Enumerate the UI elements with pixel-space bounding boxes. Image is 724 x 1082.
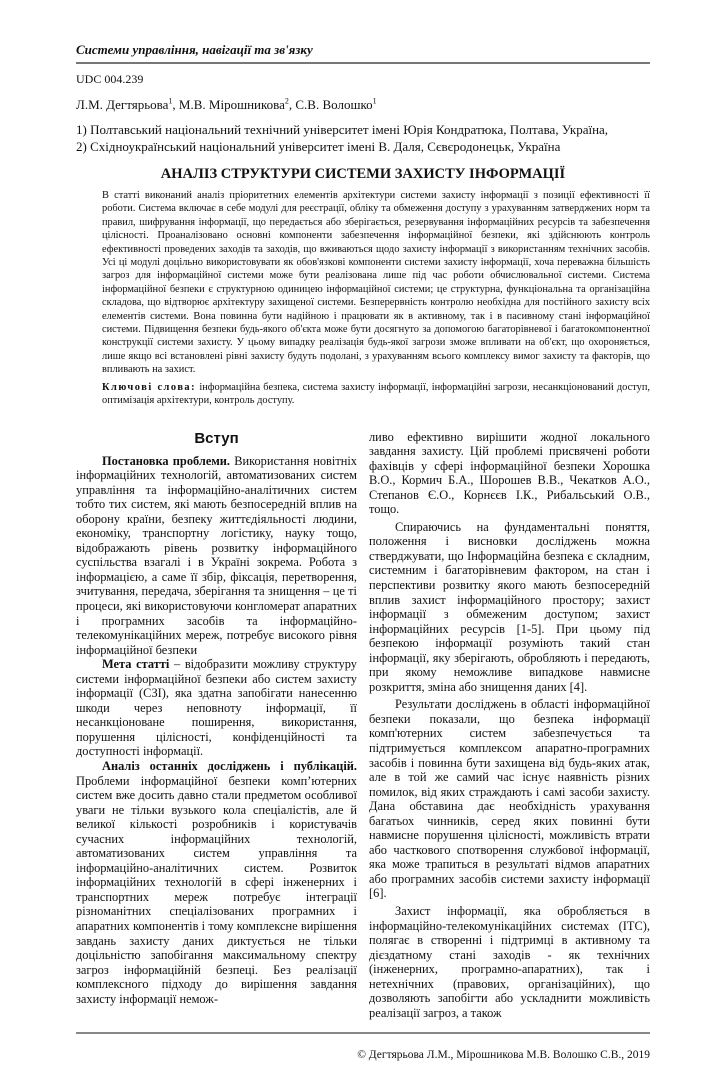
paragraph-goal	[76, 657, 357, 759]
goal-label: Мета статті	[102, 657, 170, 672]
affiliations	[76, 121, 650, 155]
abstract-text: В статті виконаний аналіз пріоритетних елементів архітектури системи захисту інформації з позиції ефективності її роботи. Система включає в себе модулі для реєстрації, обліку та обмеження доступу з урахуванням затверджених норм та правил, шифрування інформації, що передається або зберігається, резервування інформаційних ресурсів та забезпечення цілісності. Проаналізовано основні компоненти забезпечення інформаційної безпеки, які здійснюють контроль ефективності проведених заходів та заходів, що вживаються щодо захисту інформації з використанням технічних засобів. Усі ці модулі доцільно використовувати як обов'язкові компоненти системи захисту інформації, хоча переважна більшість загроз для інформаційної системи може бути реалізована лише під час роботи обчислювальної системи. Система інформаційної безпеки є структурною одиницею інформаційної системи; це структурна, функціональна та організаційна складова, що відтворює архітектуру захищеної системи. Безперервність контролю необхідна для постійного захисту всіх елементів системи. Вона повинна бути надійною і працювати як в активному, так і в пасивному стані інформаційної системи. Підвищення безпеки будь-якого об'єкта може бути досягнуто за допомогою багаторівневої і багатокомпонентної конструкції системи захисту. У цьому випадку реалізація будь-якої загрози зможе впливати на об'єкт, що охороняється, лише якщо всі встановлені рівні захисту будуть подолані, з урахуванням всього комплексу вимог захисту та факторів, що впливають на захист.	[102, 190, 650, 376]
header-divider	[76, 62, 650, 64]
affiliation: 2) Східноукраїнський національний університет імені В. Даля, Сєвєродонецьк, Україна	[76, 139, 561, 154]
analysis-text: Проблеми інформаційної безпеки комп’ютерних систем вже досить давно стали предметом особливої уваги не тільки вузького кола спеціалістів, але й великої кількості розробників і користувачів сучасних інформаційних технологій, автоматизованих систем управління та інформаційно-аналітичних систем. Розвиток інформаційних технологій в сфері інженерних і транспортних мереж потребує інтеграції різноманітних спеціалізованих програмних і апаратних компонентів і тому комплексне вирішення завдань захисту даних диктується не тільки доцільністю запобігання максимальному спектру загроз інформаційній безпеці. Без реалізації комплексного підходу до вирішення завдання захисту інформації немож-	[76, 773, 357, 1006]
body-columns	[76, 430, 650, 1021]
copyright: © Дегтярьова Л.М., Мірошникова М.В. Волошко С.В., 2019	[357, 1049, 650, 1062]
problem-text: Використання новітніх інформаційних технологій, автоматизованих систем управління та інформаційно-аналітичних систем тобто тих систем, які мають безпосередній вплив на оборону країни, безпеку життєдіяльності людини, економіку, транспортну логістику, науку тощо, відображають рівень розвитку інформаційного суспільства взагалі і в Україні зокрема. Робота з інформацією, а саме її збір, фіксація, перетворення, зчитування, передача, зберігання та знищення – це ті процеси, які використовуючи конгломерат апаратних і програмних засобів та інформаційно-телекомунікаційних мереж, потребує високого рівня інформаційної безпеки	[76, 453, 357, 657]
affiliation: 1) Полтавський національний технічний університет імені Юрія Кондратюка, Полтава, Україна,	[76, 122, 609, 137]
author-name: С.В. Волошко	[295, 97, 373, 112]
keywords-label: Ключові слова:	[102, 381, 197, 393]
author-list: Л.М. Дегтярьова$^1$, М.В. Мірошникова$^2$, С.В. Волошко$^1$	[76, 96, 377, 112]
journal-header: Системи управління, навігації та зв'язку	[76, 42, 313, 57]
right-column	[369, 430, 650, 1021]
analysis-label: Аналіз останніх досліджень і публікацій.	[102, 758, 357, 773]
left-column	[76, 430, 357, 1007]
footer-divider	[76, 1032, 650, 1034]
problem-label: Постановка проблеми.	[102, 453, 231, 468]
keywords	[102, 381, 650, 408]
author-affiliation-mark: 1	[372, 96, 377, 106]
author-name: М.В. Мірошникова	[178, 97, 285, 112]
paragraph-fundamental: Спираючись на фундаментальні поняття, положення і висновки досліджень можна стверджувати, що Інформаційна безпека є складним, системним і багаторівневим фактором, на стан і перспективи розвитку якого мають безпосередній вплив захист інформаційного простору; захист інформації з обмеженим доступом; захист інформаційних ресурсів [1-5]. При цьому під безпекою інформації розуміють такий стан інформації, яку зберігають, обробляють і передають, при якому неможливе випадкове навмисне розкриття, зміна або знищення даних [4].	[369, 519, 650, 694]
article-title: АНАЛІЗ СТРУКТУРИ СИСТЕМИ ЗАХИСТУ ІНФОРМАЦІЇ	[160, 166, 566, 182]
udc-code: UDC 004.239	[76, 72, 144, 86]
paragraph-problem	[76, 454, 357, 658]
paragraph-results: Результати досліджень в області інформаційної безпеки показали, що безпека інформації комп'ютерних систем забезпечується та підтримується комплексом апаратно-програмних засобів і повинна бути захищена від будь-яких атак, але в той же самий час існує наявність різних помилок, від яких страждають і самі засоби захисту. Дана обставина дає необхідність урахування багатьох чинників, серед яких повинні бути навмисне порушення цілісності, можливість втрати або часткового спотворення службової інформації, яка може трапиться в результаті відмов апаратних або програмних засобів системи захисту інформації [6].	[369, 697, 650, 901]
author-name: Л.М. Дегтярьова	[76, 97, 169, 112]
paragraph-analysis	[76, 759, 357, 1006]
author-affiliation-mark: 2	[284, 96, 289, 106]
analysis-continuation-text: ливо ефективно вирішити жодної локального завдання захисту. Цій проблемі присвячені роботи фахівців у сфері інформаційної безпеки Хорошка В.О., Кормич Б.А., Шорошев В.В., Чекатков А.О., Степанов Є.О., Корнєєв І.К., Рибальський О.В., тощо.	[369, 429, 650, 517]
abstract	[102, 189, 650, 408]
keywords-text: інформаційна безпека, система захисту інформації, інформаційні загрози, несанкціонований доступ, оптимізація архітектури, контроль доступу.	[102, 381, 650, 407]
goal-text: – відобразити можливу структуру системи інформаційної безпеки або систем захисту інформації (СЗІ), яка здатна запобігати нанесенню шкоди через неповноту інформації, її несанкціоноване поширення, використання, порушення цілісності, конфіденційності та доступності інформації.	[76, 657, 358, 759]
author-affiliation-mark: 1	[168, 96, 173, 106]
paragraph-protection: Захист інформації, яка обробляється в інформаційно-телекомунікаційних системах (ІТС), полягає в створенні і підтримці в активному та дієздатному стані заходів - як технічних (інженерних, програмно-апаратних), так і нетехнічних (правових, організаційних), що дозволяють запобігти або ускладнити можливість реалізації загроз, а також	[369, 904, 650, 1020]
section-heading: Вступ	[194, 429, 239, 447]
